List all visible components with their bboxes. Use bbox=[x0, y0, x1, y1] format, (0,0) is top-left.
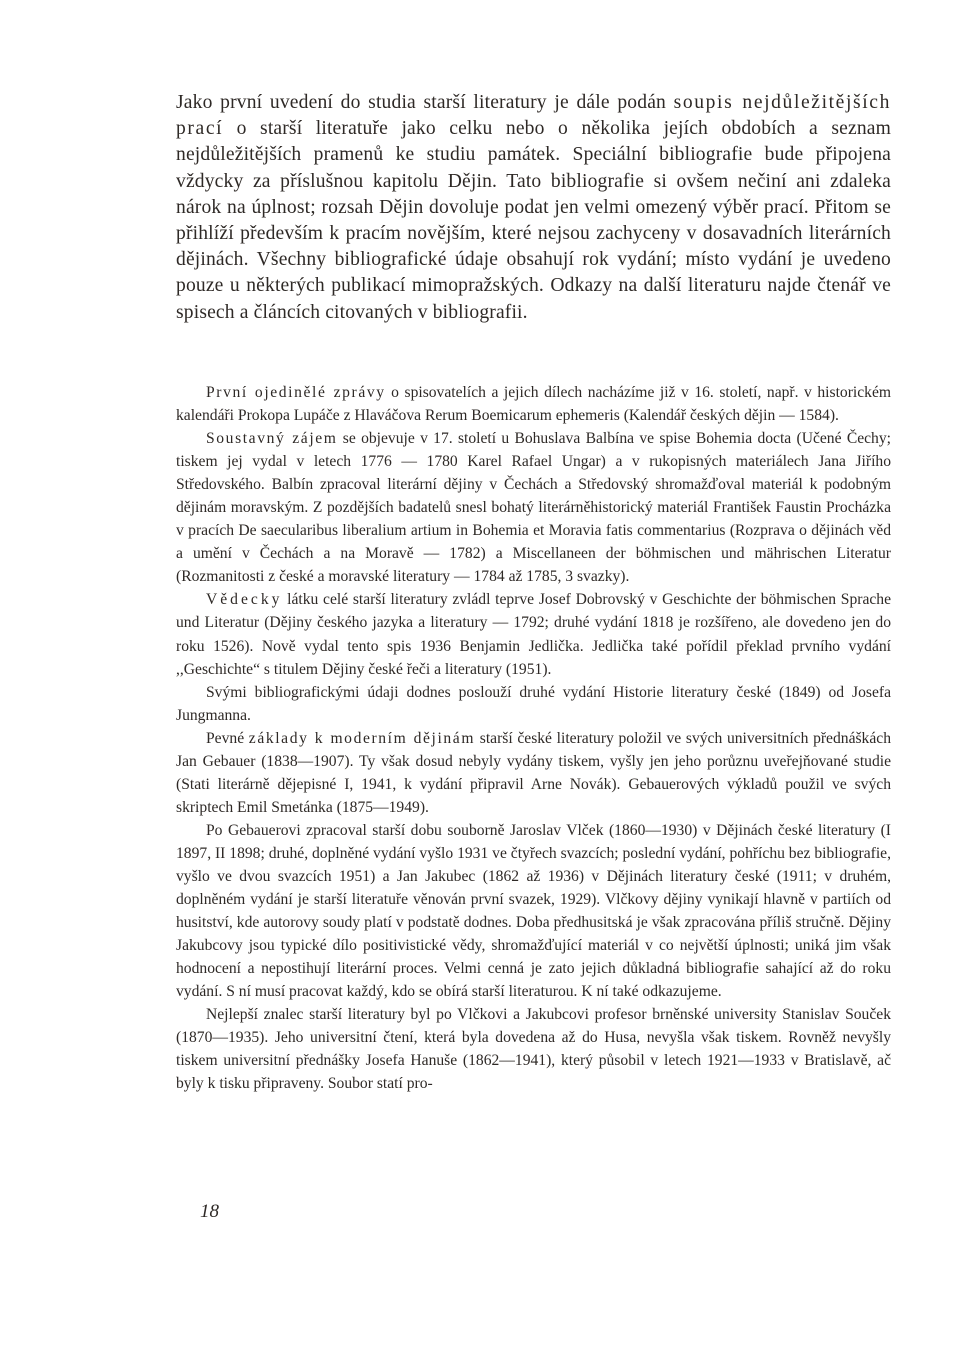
paragraph-text: starší české literatury položil ve svých universitních přednáškách Jan Gebauer (1838—1907). Ty však dosud nebyly vydány tiskem, vyšly jen jeho porůznu uveřejňované studie (Stati literárně dějepisné I, 1941, k vydání připravil Arne Novák). Gebauerových výkladů použil ve svých skriptech Emil Smetánka (1875—1949). bbox=[176, 729, 891, 816]
page-number: 18 bbox=[200, 1201, 219, 1222]
paragraph-vlcek-jakubec bbox=[176, 819, 891, 1003]
paragraph-text: látku celé starší literatury zvládl teprve Josef Dobrovský v Geschichte der böhmischen Sprache und Literatur (Dějiny českého jazyka a literatury — 1792; druhé vydání 1818 je rozšířeno, ale dovedeno jen do roku 1526). Nově vydal tento spis 1936 Benjamin Jedlička. Jedlička také pořídil překlad prvního vydání ,,Geschichte“ s titulem Dějiny české řeči a literatury (1951). bbox=[176, 591, 891, 678]
paragraph-systematic-interest bbox=[176, 427, 891, 588]
paragraph-foundations bbox=[176, 727, 891, 819]
paragraph-text: o spisovatelích a jejich dílech nacházíme již v 16. století, např. v historickém kalendáři Prokopa Lupáče z Hlaváčova Rerum Boemicarum ephemeris (Kalendář českých dějin — 1584). bbox=[176, 384, 891, 425]
paragraph-text: Nejlepší znalec starší literatury byl po Vlčkovi a Jakubcovi profesor brněnské university Stanislav Souček (1870—1935). Jeho universitní čtení, která byla dovedena až do Husa, nevyšla však tiskem. Rovněž nevyšly tiskem universitní přednášky Josefa Hanuše (1862—1941), který působil v letech 1921—1933 v Bratislavě, ač byly k tisku připraveny. Soubor statí pro- bbox=[176, 1006, 891, 1093]
intro-text-rest: o starší literatuře jako celku nebo o několika jejích obdobích a seznam nejdůležitějších pramenů ke studiu památek. Speciální bibliografie bude připojena vždycky za příslušnou kapitolu Dějin. Tato bibliografie si ovšem nečiní ani zdaleka nárok na úplnost; rozsah Dějin dovoluje podat jen velmi omezený výběr prací. Přitom se přihlíží především k pracím novějším, které nejsou zachyceny v dosavadních literárních dějinách. Všechny bibliografické údaje obsahují rok vydání; místo vydání je uvedeno pouze u některých publikací mimopražských. Odkazy na další literaturu najde čtenář ve spisech a článcích citovaných v bibliografii. bbox=[176, 118, 891, 323]
spaced-term-foundations: základy k moderním dějinám bbox=[248, 729, 476, 747]
paragraph-first-reports bbox=[176, 381, 891, 427]
paragraph-soucek bbox=[176, 1003, 891, 1095]
spaced-term-scientific: Vědecky bbox=[206, 591, 283, 609]
paragraph-text: Svými bibliografickými údaji dodnes poslouží druhé vydání Historie literatury české (1849) od Josefa Jungmanna. bbox=[176, 683, 891, 724]
intro-text-start: Jako první uvedení do studia starší literatury je dále podán bbox=[176, 92, 674, 113]
intro-paragraph bbox=[176, 90, 891, 326]
spaced-term-systematic-interest: Soustavný zájem bbox=[206, 430, 338, 448]
paragraph-text: Pevné bbox=[206, 729, 249, 747]
paragraph-text: se objevuje v 17. století u Bohuslava Balbína ve spise Bohemia docta (Učené Čechy; tiskem jej vydal v letech 1776 — 1780 Karel Rafael Ungar) a v rukopisných materiálech Jana Jiřího Středovského. Balbín zpracoval literární dějiny v Čechách a Středovský shromažďoval materiál k podobným dějinám moravským. Z pozdějších badatelů snesl bohatý literárněhistorický materiál František Faustin Procházka v pracích De saecularibus liberalium artium in Bohemia et Moravia fatis commentarius (Rozprava o dějinách věd a umění v Čechách a na Moravě — 1782) a Miscellaneen der böhmischen und mährischen Literatur (Rozmanitosti z české a moravské literatury — 1784 až 1785, 3 svazky). bbox=[176, 430, 891, 586]
intro-spaced-term: soupis nejdůležitějších prací bbox=[176, 92, 891, 140]
paragraph-scientific bbox=[176, 588, 891, 680]
paragraph-jungmann bbox=[176, 681, 891, 727]
spaced-term-first-reports: První ojedinělé zprávy bbox=[206, 384, 386, 401]
paragraph-text: Po Gebauerovi zpracoval starší dobu souborně Jaroslav Vlček (1860—1930) v Dějinách české literatury (I 1897, II 1898; druhé, doplněné vydání vyšlo 1931 ve čtyřech svazcích; poslední vydání, pohříchu bez bibliografie, vyšlo ve dvou svazcích 1951) a Jan Jakubec (1862 až 1936) v Dějinách literatury české (1911; v druhém, doplněném vydání je starší literatuře věnován první svazek, 1929). Vlčkovy dějiny vynikají hlavně v partiích od husitství, kde autorovy soudy platí v podstatě dodnes. Doba předhusitská je však zpracována příliš stručně. Dějiny Jakubcovy jsou typické dílo positivistické vědy, shromažďující materiál v co největší úplnosti; uniká jim však hodnocení a nepostihují literární proces. Velmi cenná je zato jejich důkladná bibliografie sahající až do roku vydání. S ní musí pracovat každý, kdo se obírá starší literaturou. K ní také odkazujeme. bbox=[176, 821, 891, 1001]
bibliography-section bbox=[176, 381, 891, 1095]
